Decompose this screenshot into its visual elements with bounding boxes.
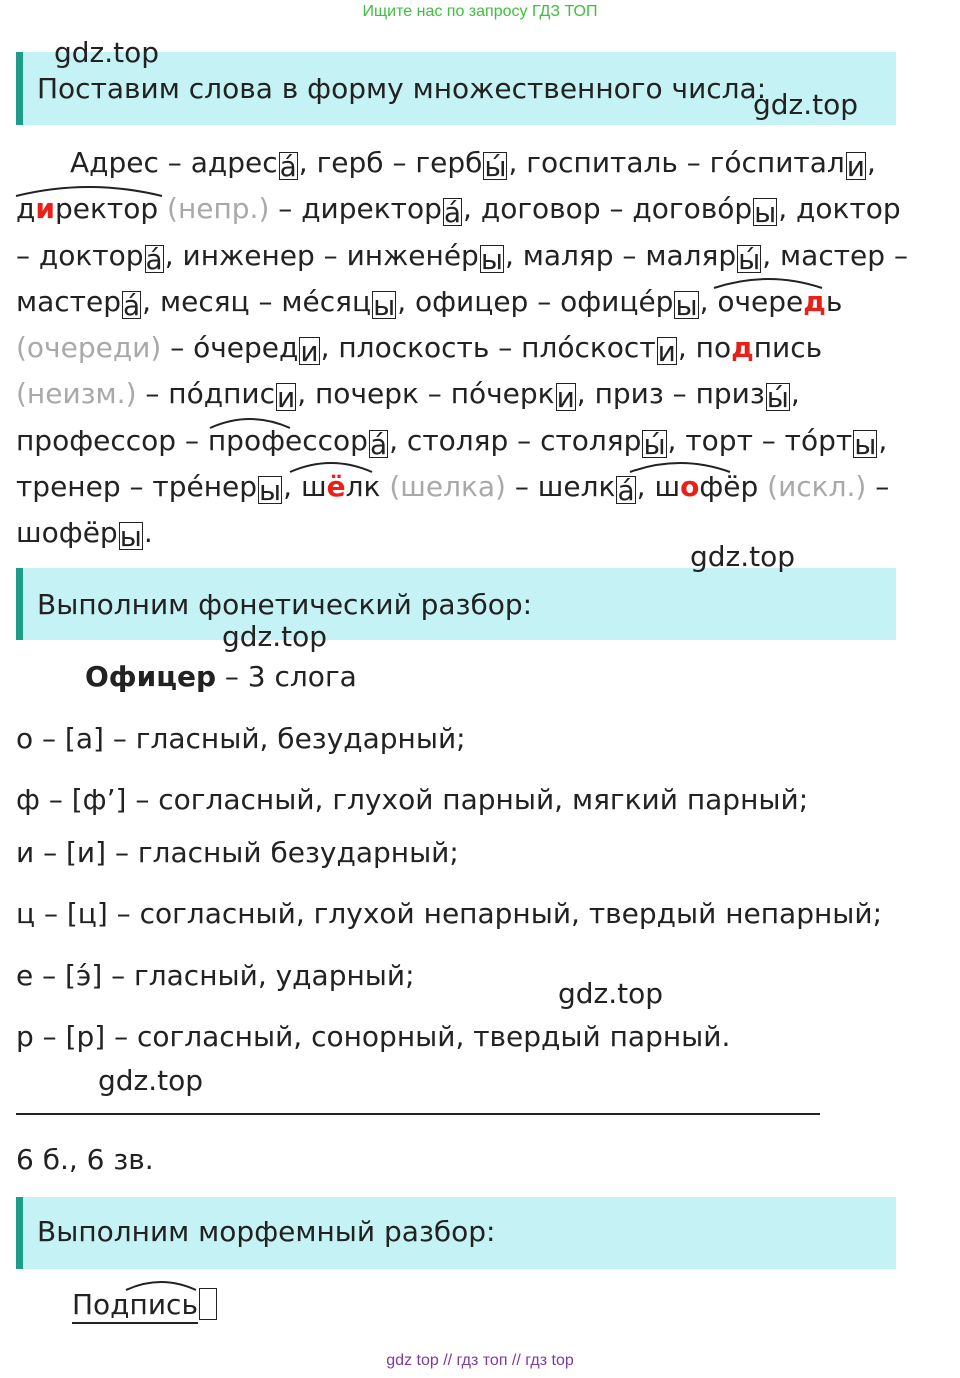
hint-note: (шелка)	[389, 470, 506, 504]
divider	[16, 1113, 820, 1115]
section-header-morphemic	[16, 1197, 896, 1269]
ending-box: а́	[369, 427, 388, 461]
phonetic-line: о – [а] – гласный, безударный;	[16, 722, 466, 755]
ending-box: ы	[373, 288, 396, 322]
root-arc	[712, 274, 824, 290]
ending-box: ы	[675, 288, 698, 322]
section-title-plural: Поставим слова в форму множественного числа:	[37, 72, 767, 105]
letter-sound-count: 6 б., 6 зв.	[16, 1143, 154, 1176]
top-banner: Ищите нас по запросу ГДЗ ТОП	[362, 3, 598, 20]
ending-box	[199, 1288, 217, 1320]
ending-box: ы	[754, 196, 777, 230]
hint-note: (очереди)	[16, 331, 162, 365]
watermark: gdz.top	[558, 977, 664, 1010]
ending-box: а́	[279, 150, 297, 183]
watermark: gdz.top	[753, 88, 859, 121]
section-title-phonetic: Выполним фонетический разбор:	[37, 588, 533, 621]
ending-box: а́	[145, 242, 163, 276]
ending-box: и	[300, 335, 319, 369]
ending-box: и	[556, 381, 575, 415]
watermark: gdz.top	[98, 1064, 204, 1097]
footer: gdz top // гдз топ // гдз top	[386, 1352, 574, 1369]
plural-forms-text: Адрес – адреса́, герб – гербы́, госпиталь – го́спитали, директор (непр.) – директора́, договор – догово́ры, доктор – доктора́, инженер – инжене́ры, маляр – маляры́, мастер – мастера́, месяц – ме́сяцы, офицер – офице́ры, очередь (очереди) – о́череди, плоскость – пло́скости, подпись (неизм.) – по́дписи, почерк – по́черки, приз – призы́, профессор – профессора́, столяр – столяры́, торт – то́рты, тренер – тре́неры, шёлк (шелка) – шелка́, шофёр (искл.) – шофёры.	[16, 146, 908, 554]
ending-box: ы́	[766, 381, 789, 415]
ending-box: ы́	[643, 427, 666, 461]
watermark: gdz.top	[690, 540, 796, 573]
root-arc	[124, 1278, 198, 1292]
ending-box: а́	[617, 474, 635, 508]
ending-box: ы́	[484, 150, 507, 183]
hint-note: (непр.)	[167, 192, 270, 226]
phonetic-line: и – [и] – гласный безударный;	[16, 836, 459, 869]
root-arc	[208, 414, 292, 430]
syllable-count: – 3 слога	[216, 660, 357, 693]
phonetic-line: ц – [ц] – согласный, глухой непарный, твердый непарный;	[16, 897, 883, 930]
phonetic-line: ф – [ф’] – согласный, глухой парный, мягкий парный;	[16, 783, 809, 816]
root-arc	[14, 182, 164, 198]
ending-box: ы́	[738, 242, 761, 276]
watermark: gdz.top	[54, 36, 160, 69]
section-header-phonetic	[16, 568, 896, 640]
phonetic-line: е – [э́] – гласный, ударный;	[16, 959, 415, 992]
phonetic-line: р – [р] – согласный, сонорный, твердый парный.	[16, 1020, 731, 1053]
ending-box: ы	[480, 242, 503, 276]
root-arc	[288, 458, 374, 474]
ending-box: ы	[259, 474, 282, 508]
section-title-morphemic: Выполним морфемный разбор:	[37, 1215, 496, 1248]
highlight-letter: ё	[326, 470, 346, 504]
ending-box: и	[657, 335, 676, 369]
ending-box: а́	[123, 288, 141, 322]
highlight-letter: д	[731, 331, 754, 365]
ending-box: ы	[854, 427, 877, 461]
ending-box: ы	[119, 520, 142, 554]
watermark: gdz.top	[222, 620, 328, 653]
morphemic-word	[72, 1288, 218, 1321]
hint-note: (искл.)	[767, 470, 867, 504]
ending-box: и	[277, 381, 296, 415]
morphemic-word-text: Подпись	[72, 1288, 198, 1324]
highlight-letter: и	[35, 192, 55, 226]
phonetic-word-line	[85, 660, 357, 693]
highlight-letter: о	[680, 470, 700, 504]
ending-box: а́	[443, 196, 462, 230]
phonetic-word: Офицер	[85, 660, 216, 693]
ending-box: и	[846, 150, 865, 183]
hint-note: (неизм.)	[16, 377, 137, 411]
highlight-letter: д	[803, 284, 826, 318]
root-arc	[628, 458, 732, 474]
